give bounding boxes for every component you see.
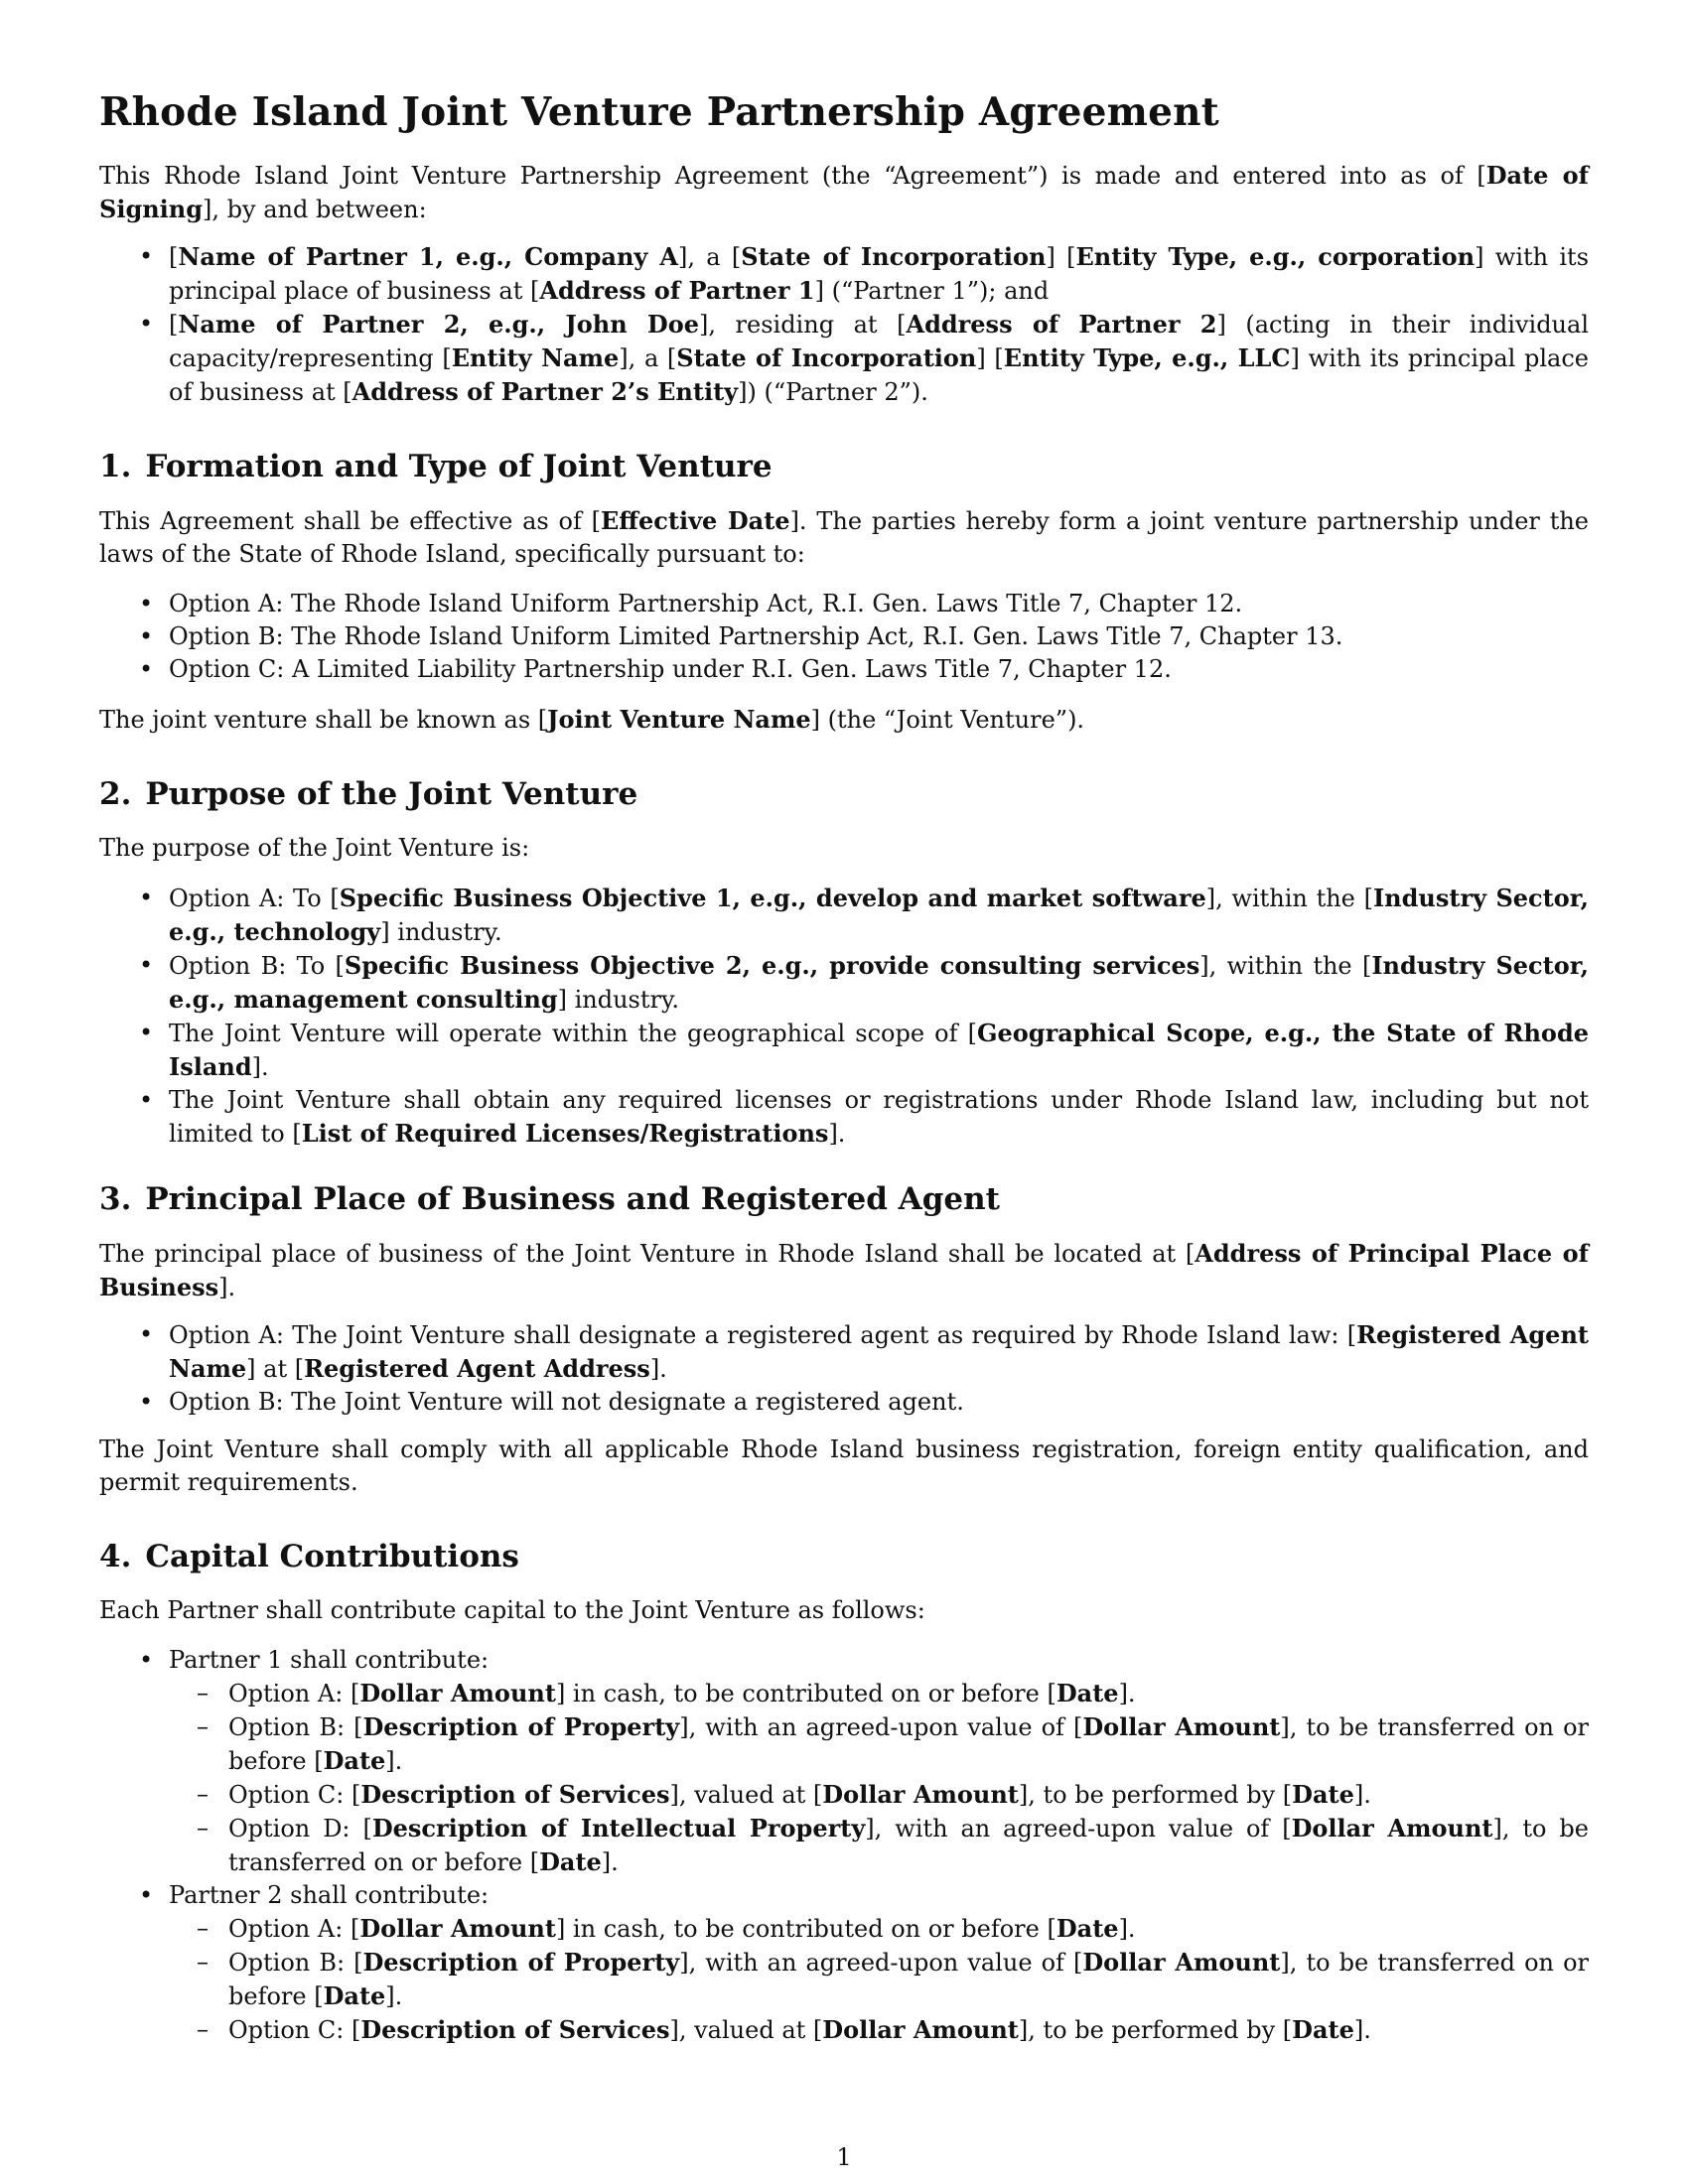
page-number: 1 [836,2143,852,2171]
list-item: • Option B: The Rhode Island Uniform Limited Partnership Act, R.I. Gen. Laws Title 7, Chapter 13. [99,620,1589,653]
section-4-partners [99,1644,1589,2047]
section-4-intro: Each Partner shall contribute capital to the Joint Venture as follows: [99,1596,925,1624]
section-3-intro: The principal place of business of the Joint Venture in Rhode Island shall be located at [Address of Principal Place of Business]. [99,1239,1589,1301]
list-item: • Option B: To [Specific Business Objective 2, e.g., provide consulting services], within the [Industry Sector, e.g., management consulting] industry. [99,949,1589,1017]
intro-paragraph: This Rhode Island Joint Venture Partnership Agreement (the “Agreement”) is made and entered into as of [Date of Signing], by and between: [99,161,1590,223]
section-3-closing: The Joint Venture shall comply with all applicable Rhode Island business registration, foreign entity qualification, and permit requirements. [99,1435,1589,1496]
list-item: – Option D: [Description of Intellectual Property], with an agreed-upon value of [Dollar Amount], to be transferred on or before [Date]. [169,1812,1589,1879]
document-page [99,0,1589,2184]
list-item: • The Joint Venture will operate within the geographical scope of [Geographical Scope, e.g., the State of Rhode Island]. [99,1017,1589,1084]
list-item: – Option A: [Dollar Amount] in cash, to be contributed on or before [Date]. [169,1912,1589,1946]
placeholder-field: Date of Signing [99,161,1590,223]
section-3-options [99,1318,1589,1419]
list-item: • Option A: To [Specific Business Objective 1, e.g., develop and market software], within the [Industry Sector, e.g., technology] industry. [99,882,1589,949]
section-heading-3: 3. Principal Place of Business and Registered Agent [99,1181,1000,1217]
party-item: • [Name of Partner 1, e.g., Company A], a [State of Incorporation] [Entity Type, e.g., corporation] with its principal place of business at [Address of Partner 1] (“Partner 1”); and [99,240,1589,308]
section-1-intro: This Agreement shall be effective as of [Effective Date]. The parties hereby form a joint venture partnership under the laws of the State of Rhode Island, specifically pursuant to: [99,506,1590,568]
section-1-options [99,588,1589,686]
list-item: – Option B: [Description of Property], with an agreed-upon value of [Dollar Amount], to be transferred on or before [Date]. [169,1946,1589,2013]
partner-contribution: • Partner 1 shall contribute: – Option A: [Dollar Amount] in cash, to be contributed on or before [Date]. – Option B: [Description of Property], with an agreed-upon value of [Dollar Amount], to be transferred on or before [Date]. – Option C: [Description of Services], valued at [Dollar Amount], to be performed by [Date]. – Option D: [Description of Intellectual Property], with an agreed-upon value of [Dollar Amount], to be transferred on or before [Date]. [99,1644,1589,1879]
list-item: • Option C: A Limited Liability Partnership under R.I. Gen. Laws Title 7, Chapter 12. [99,653,1589,686]
section-heading-4: 4. Capital Contributions [99,1539,519,1574]
section-1-closing: The joint venture shall be known as [Joint Venture Name] (the “Joint Venture”). [99,705,1085,734]
list-item: • Option B: The Joint Venture will not designate a registered agent. [99,1386,1589,1419]
parties-list [99,240,1589,409]
party-item: • [Name of Partner 2, e.g., John Doe], residing at [Address of Partner 2] (acting in their individual capacity/representing [Entity Name], a [State of Incorporation] [Entity Type, e.g., LLC] with its principal place of business at [Address of Partner 2’s Entity]) (“Partner 2”). [99,308,1589,409]
section-heading-2: 2. Purpose of the Joint Venture [99,776,638,812]
list-item: • The Joint Venture shall obtain any required licenses or registrations under Rhode Island law, including but not limited to [List of Required Licenses/Registrations]. [99,1084,1589,1151]
partner-contribution: • Partner 2 shall contribute: – Option A: [Dollar Amount] in cash, to be contributed on or before [Date]. – Option B: [Description of Property], with an agreed-upon value of [Dollar Amount], to be transferred on or before [Date]. – Option C: [Description of Services], valued at [Dollar Amount], to be performed by [Date]. [99,1879,1589,2047]
list-item: • Option A: The Joint Venture shall designate a registered agent as required by Rhode Island law: [Registered Agent Name] at [Registered Agent Address]. [99,1318,1589,1386]
list-item: • Option A: The Rhode Island Uniform Partnership Act, R.I. Gen. Laws Title 7, Chapter 12. [99,588,1589,620]
list-item: – Option A: [Dollar Amount] in cash, to be contributed on or before [Date]. [169,1677,1589,1710]
list-item: – Option C: [Description of Services], valued at [Dollar Amount], to be performed by [Date]. [169,2013,1589,2047]
section-2-items [99,882,1589,1151]
partner-2-options [169,1912,1589,2047]
list-item: – Option B: [Description of Property], with an agreed-upon value of [Dollar Amount], to be transferred on or before [Date]. [169,1710,1589,1778]
list-item: – Option C: [Description of Services], valued at [Dollar Amount], to be performed by [Date]. [169,1778,1589,1812]
section-heading-1: 1. Formation and Type of Joint Venture [99,449,773,484]
document-title: Rhode Island Joint Venture Partnership Agreement [99,89,1219,135]
section-2-intro: The purpose of the Joint Venture is: [99,834,530,862]
partner-1-options [169,1677,1589,1879]
